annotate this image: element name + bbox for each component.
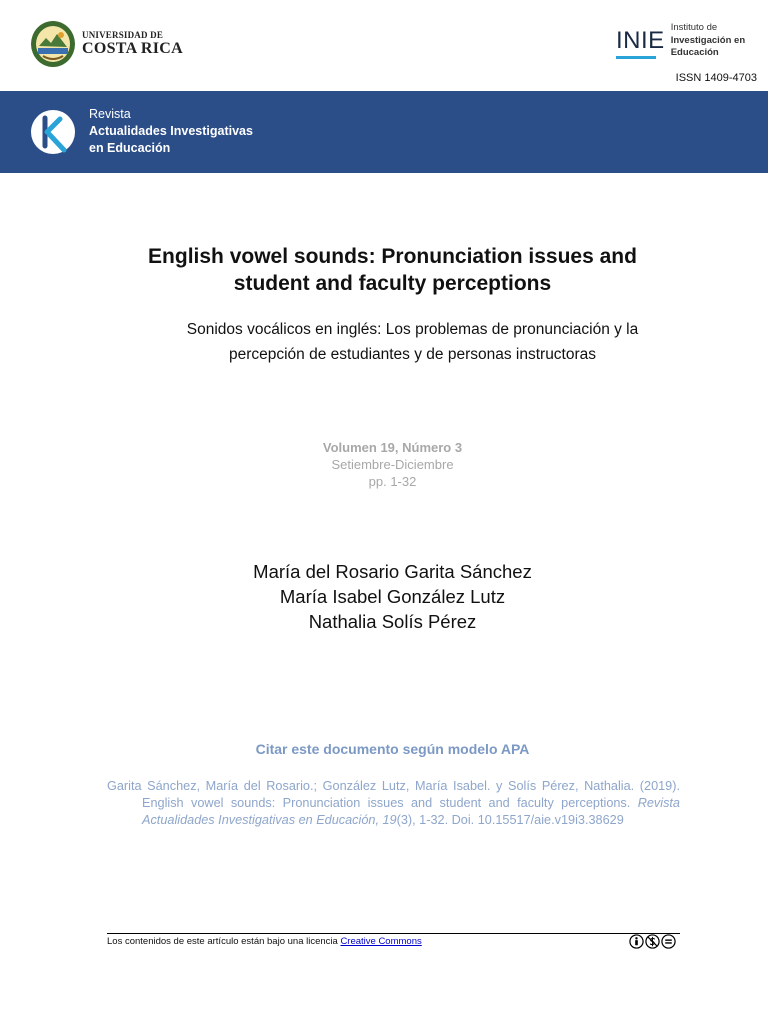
article-title bbox=[100, 243, 685, 297]
citation-journal: Revista Actualidades Investigativas en Educación, 19 bbox=[142, 796, 680, 827]
citation-part1: Garita Sánchez, María del Rosario.; González Lutz, María Isabel. y Solís Pérez, Nathalia. (2019). English vowel sounds: Pronunciation issues and student and faculty perceptions. bbox=[107, 779, 680, 810]
volume-period: Setiembre-Diciembre bbox=[331, 457, 454, 472]
creative-commons-link[interactable]: Creative Commons bbox=[340, 936, 422, 947]
inie-line3: Educación bbox=[670, 47, 719, 58]
author-name: María Isabel González Lutz bbox=[279, 586, 506, 607]
revista-line2: Actualidades Investigativas bbox=[89, 124, 253, 138]
inie-logo bbox=[616, 22, 745, 60]
revista-line1: Revista bbox=[89, 107, 131, 121]
citation-part2: (3), 1-32. Doi. 10.15517/aie.v19i3.38629 bbox=[396, 813, 624, 827]
citation-heading: Citar este documento según modelo APA bbox=[255, 741, 530, 757]
citation-text bbox=[107, 778, 680, 829]
issn: ISSN 1409-4703 bbox=[675, 72, 757, 84]
subtitle-line1: Sonidos vocálicos en inglés: Los problemas de pronunciación y la bbox=[186, 321, 639, 338]
author-list bbox=[170, 559, 615, 634]
cc-by-icon bbox=[629, 934, 644, 949]
ucr-name-line1: UNIVERSIDAD DE bbox=[82, 30, 164, 40]
cc-license-icons bbox=[629, 934, 676, 949]
inie-line1: Instituto de bbox=[670, 22, 718, 33]
ucr-seal-icon bbox=[30, 20, 76, 68]
ucr-name-line2: COSTA RICA bbox=[82, 40, 183, 57]
volume-info bbox=[290, 439, 495, 490]
revista-logo-icon bbox=[30, 108, 76, 156]
cc-nc-icon bbox=[645, 934, 660, 949]
author-name: María del Rosario Garita Sánchez bbox=[253, 561, 532, 582]
revista-title bbox=[89, 106, 253, 157]
title-line1: English vowel sounds: Pronunciation issues and bbox=[148, 245, 637, 268]
license-text: Los contenidos de este artículo están bajo una licencia bbox=[107, 936, 341, 947]
revista-line3: en Educación bbox=[89, 141, 171, 155]
volume-pages: pp. 1-32 bbox=[368, 474, 417, 489]
license-note bbox=[107, 936, 422, 947]
footer-divider bbox=[107, 933, 680, 934]
subtitle-line2: percepción de estudiantes y de personas instructoras bbox=[228, 346, 597, 363]
inie-line2: Investigación en bbox=[670, 34, 746, 46]
author-name: Nathalia Solís Pérez bbox=[308, 611, 477, 632]
inie-underline bbox=[616, 56, 656, 59]
title-line2: student and faculty perceptions bbox=[233, 272, 552, 295]
ucr-logo bbox=[30, 20, 183, 68]
volume-number: Volumen 19, Número 3 bbox=[322, 440, 463, 455]
article-subtitle bbox=[140, 317, 685, 367]
cc-nd-icon bbox=[661, 934, 676, 949]
inie-mark: INIE bbox=[616, 27, 665, 54]
